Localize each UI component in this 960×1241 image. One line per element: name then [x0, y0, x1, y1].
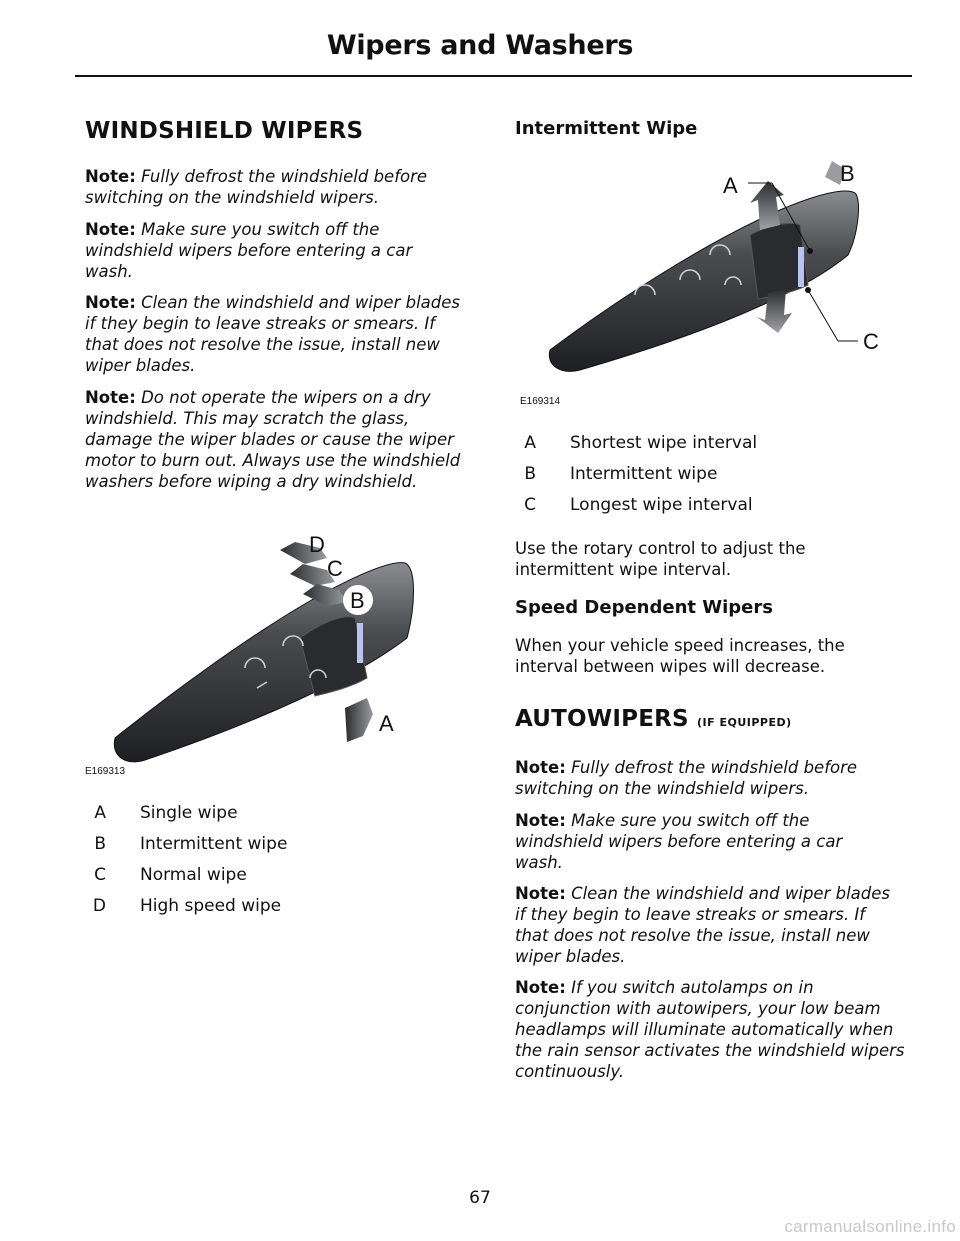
- legend-row: [85, 896, 480, 927]
- legend-letter: A: [524, 433, 536, 453]
- autowipers-note-1: [515, 757, 895, 799]
- right-legend: [515, 433, 910, 526]
- note-1: [85, 166, 465, 208]
- legend-letter: C: [94, 865, 106, 885]
- autowipers-note-2: [515, 810, 880, 873]
- legend-row: [85, 865, 480, 896]
- legend-text: High speed wipe: [140, 896, 282, 916]
- legend-letter: B: [94, 834, 106, 854]
- legend-row: [85, 834, 480, 865]
- legend-letter: D: [92, 896, 106, 916]
- note-label: Note:: [515, 758, 566, 777]
- header-rule: [75, 75, 912, 77]
- leader-c: [808, 290, 838, 341]
- note-label: Note:: [85, 388, 136, 407]
- autowipers-note-3: [515, 883, 890, 967]
- legend-letter: B: [524, 464, 536, 484]
- figure-id: E169314: [520, 396, 561, 407]
- legend-row: [515, 495, 910, 526]
- speed-paragraph: When your vehicle speed increases, the interval between wipes will decrease.: [515, 636, 845, 676]
- subheading-speed-dependent: Speed Dependent Wipers: [515, 597, 773, 618]
- callout-a: A: [379, 711, 394, 736]
- note-label: Note:: [85, 167, 136, 186]
- rotary-instruction: Use the rotary control to adjust the intermittent wipe interval.: [515, 539, 806, 579]
- legend-row: [515, 464, 910, 495]
- legend-text: Intermittent wipe: [140, 834, 288, 854]
- note-text: If you switch autolamps on in conjunction with autowipers, your low beam headlamps will illuminate automatically when the rain sensor activates the windshield wipers continuously.: [515, 978, 905, 1081]
- legend-text: Longest wipe interval: [570, 495, 753, 515]
- legend-row: [85, 803, 480, 834]
- subheading-intermittent-wipe: Intermittent Wipe: [515, 118, 698, 139]
- callout-d: D: [309, 532, 325, 557]
- arrow-a: [345, 698, 373, 742]
- left-legend: [85, 803, 480, 927]
- note-label: Note:: [85, 220, 136, 239]
- interval-indicator: [798, 247, 804, 287]
- legend-text: Intermittent wipe: [570, 464, 718, 484]
- note-label: Note:: [515, 978, 566, 997]
- page-title: Wipers and Washers: [326, 30, 634, 61]
- note-text: Clean the windshield and wiper blades if they begin to leave streaks or smears. If that does not resolve the issue, install new wiper blades.: [515, 884, 890, 966]
- callout-c: C: [863, 329, 879, 354]
- autowipers-note-4: [515, 977, 910, 1082]
- legend-letter: C: [524, 495, 536, 515]
- note-label: Note:: [85, 293, 136, 312]
- callout-a: A: [723, 173, 738, 198]
- intermittent-stalk-figure: [540, 155, 885, 390]
- watermark: carmanualsonline.info: [784, 1217, 956, 1236]
- legend-text: Single wipe: [140, 803, 238, 823]
- note-text: Clean the windshield and wiper blades if they begin to leave streaks or smears. If that does not resolve the issue, install new wiper blades.: [85, 293, 460, 375]
- autowipers-equipped: (IF EQUIPPED): [697, 716, 792, 729]
- callout-c: C: [327, 556, 343, 581]
- note-text: Fully defrost the windshield before switching on the windshield wipers.: [85, 167, 428, 207]
- wiper-stalk-figure: [105, 528, 435, 776]
- note-text: Make sure you switch off the windshield wipers before entering a car wash.: [515, 811, 843, 872]
- interval-indicator: [357, 623, 363, 663]
- legend-row: [515, 433, 910, 464]
- callout-b: B: [350, 588, 365, 613]
- note-label: Note:: [515, 884, 566, 903]
- page-number: 67: [469, 1188, 491, 1208]
- note-label: Note:: [515, 811, 566, 830]
- note-2: [85, 219, 450, 282]
- figure-id: E169313: [85, 766, 126, 777]
- note-text: Fully defrost the windshield before switching on the windshield wipers.: [515, 758, 858, 798]
- leader-c-dot: [805, 287, 811, 293]
- note-text: Do not operate the wipers on a dry windshield. This may scratch the glass, damage the wiper blades or cause the wiper motor to burn out. Always use the windshield washers before wiping a dry windshield.: [85, 388, 461, 491]
- callout-b: B: [840, 161, 855, 186]
- autowipers-title: AUTOWIPERS: [515, 706, 689, 732]
- note-text: Make sure you switch off the windshield wipers before entering a car wash.: [85, 220, 413, 281]
- legend-text: Normal wipe: [140, 865, 247, 885]
- section-heading-autowipers: [515, 706, 792, 732]
- leader-a-dot: [807, 248, 813, 254]
- stalk-body: [549, 191, 858, 371]
- note-4: [85, 387, 480, 492]
- legend-letter: A: [94, 803, 106, 823]
- section-heading-windshield-wipers: WINDSHIELD WIPERS: [85, 118, 364, 144]
- note-3: [85, 292, 460, 376]
- legend-text: Shortest wipe interval: [570, 433, 758, 453]
